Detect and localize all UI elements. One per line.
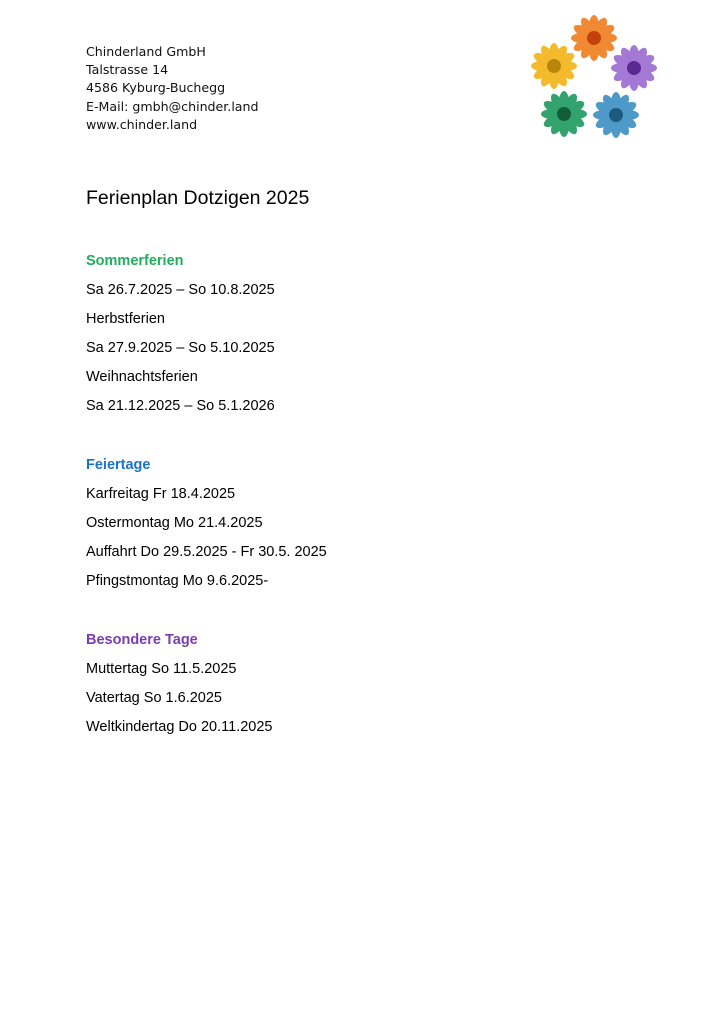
special-line-1: Muttertag So 11.5.2025 bbox=[86, 661, 237, 677]
section-heading-special: Besondere Tage bbox=[86, 632, 198, 648]
orange-flower bbox=[571, 15, 617, 61]
holiday-line-3: Auffahrt Do 29.5.2025 - Fr 30.5. 2025 bbox=[86, 544, 327, 560]
blue-flower bbox=[593, 92, 639, 138]
green-flower bbox=[541, 91, 587, 137]
section-heading-summer: Sommerferien bbox=[86, 253, 184, 269]
holiday-line-4: Pfingstmontag Mo 9.6.2025- bbox=[86, 573, 269, 589]
special-line-3: Weltkindertag Do 20.11.2025 bbox=[86, 719, 273, 735]
yellow-flower bbox=[531, 43, 577, 89]
purple-flower bbox=[611, 45, 657, 91]
summer-line-2: Herbstferien bbox=[86, 311, 165, 327]
company-street: Talstrasse 14 bbox=[86, 62, 169, 78]
summer-line-4: Weihnachtsferien bbox=[86, 369, 198, 385]
holiday-line-1: Karfreitag Fr 18.4.2025 bbox=[86, 486, 236, 502]
summer-line-3: Sa 27.9.2025 – So 5.10.2025 bbox=[86, 340, 275, 356]
page-title: Ferienplan Dotzigen 2025 bbox=[86, 187, 310, 209]
company-email: E-Mail: gmbh@chinder.land bbox=[86, 98, 259, 114]
summer-line-1: Sa 26.7.2025 – So 10.8.2025 bbox=[86, 282, 275, 298]
company-name: Chinderland GmbH bbox=[86, 44, 206, 59]
holiday-line-2: Ostermontag Mo 21.4.2025 bbox=[86, 515, 263, 531]
special-line-2: Vatertag So 1.6.2025 bbox=[86, 690, 222, 706]
summer-line-5: Sa 21.12.2025 – So 5.1.2026 bbox=[86, 398, 275, 414]
section-heading-holidays: Feiertage bbox=[86, 457, 151, 473]
company-website: www.chinder.land bbox=[86, 116, 198, 132]
flowers-logo-icon bbox=[526, 14, 662, 140]
company-city: 4586 Kyburg-Buchegg bbox=[86, 80, 226, 96]
letterhead bbox=[86, 43, 259, 134]
